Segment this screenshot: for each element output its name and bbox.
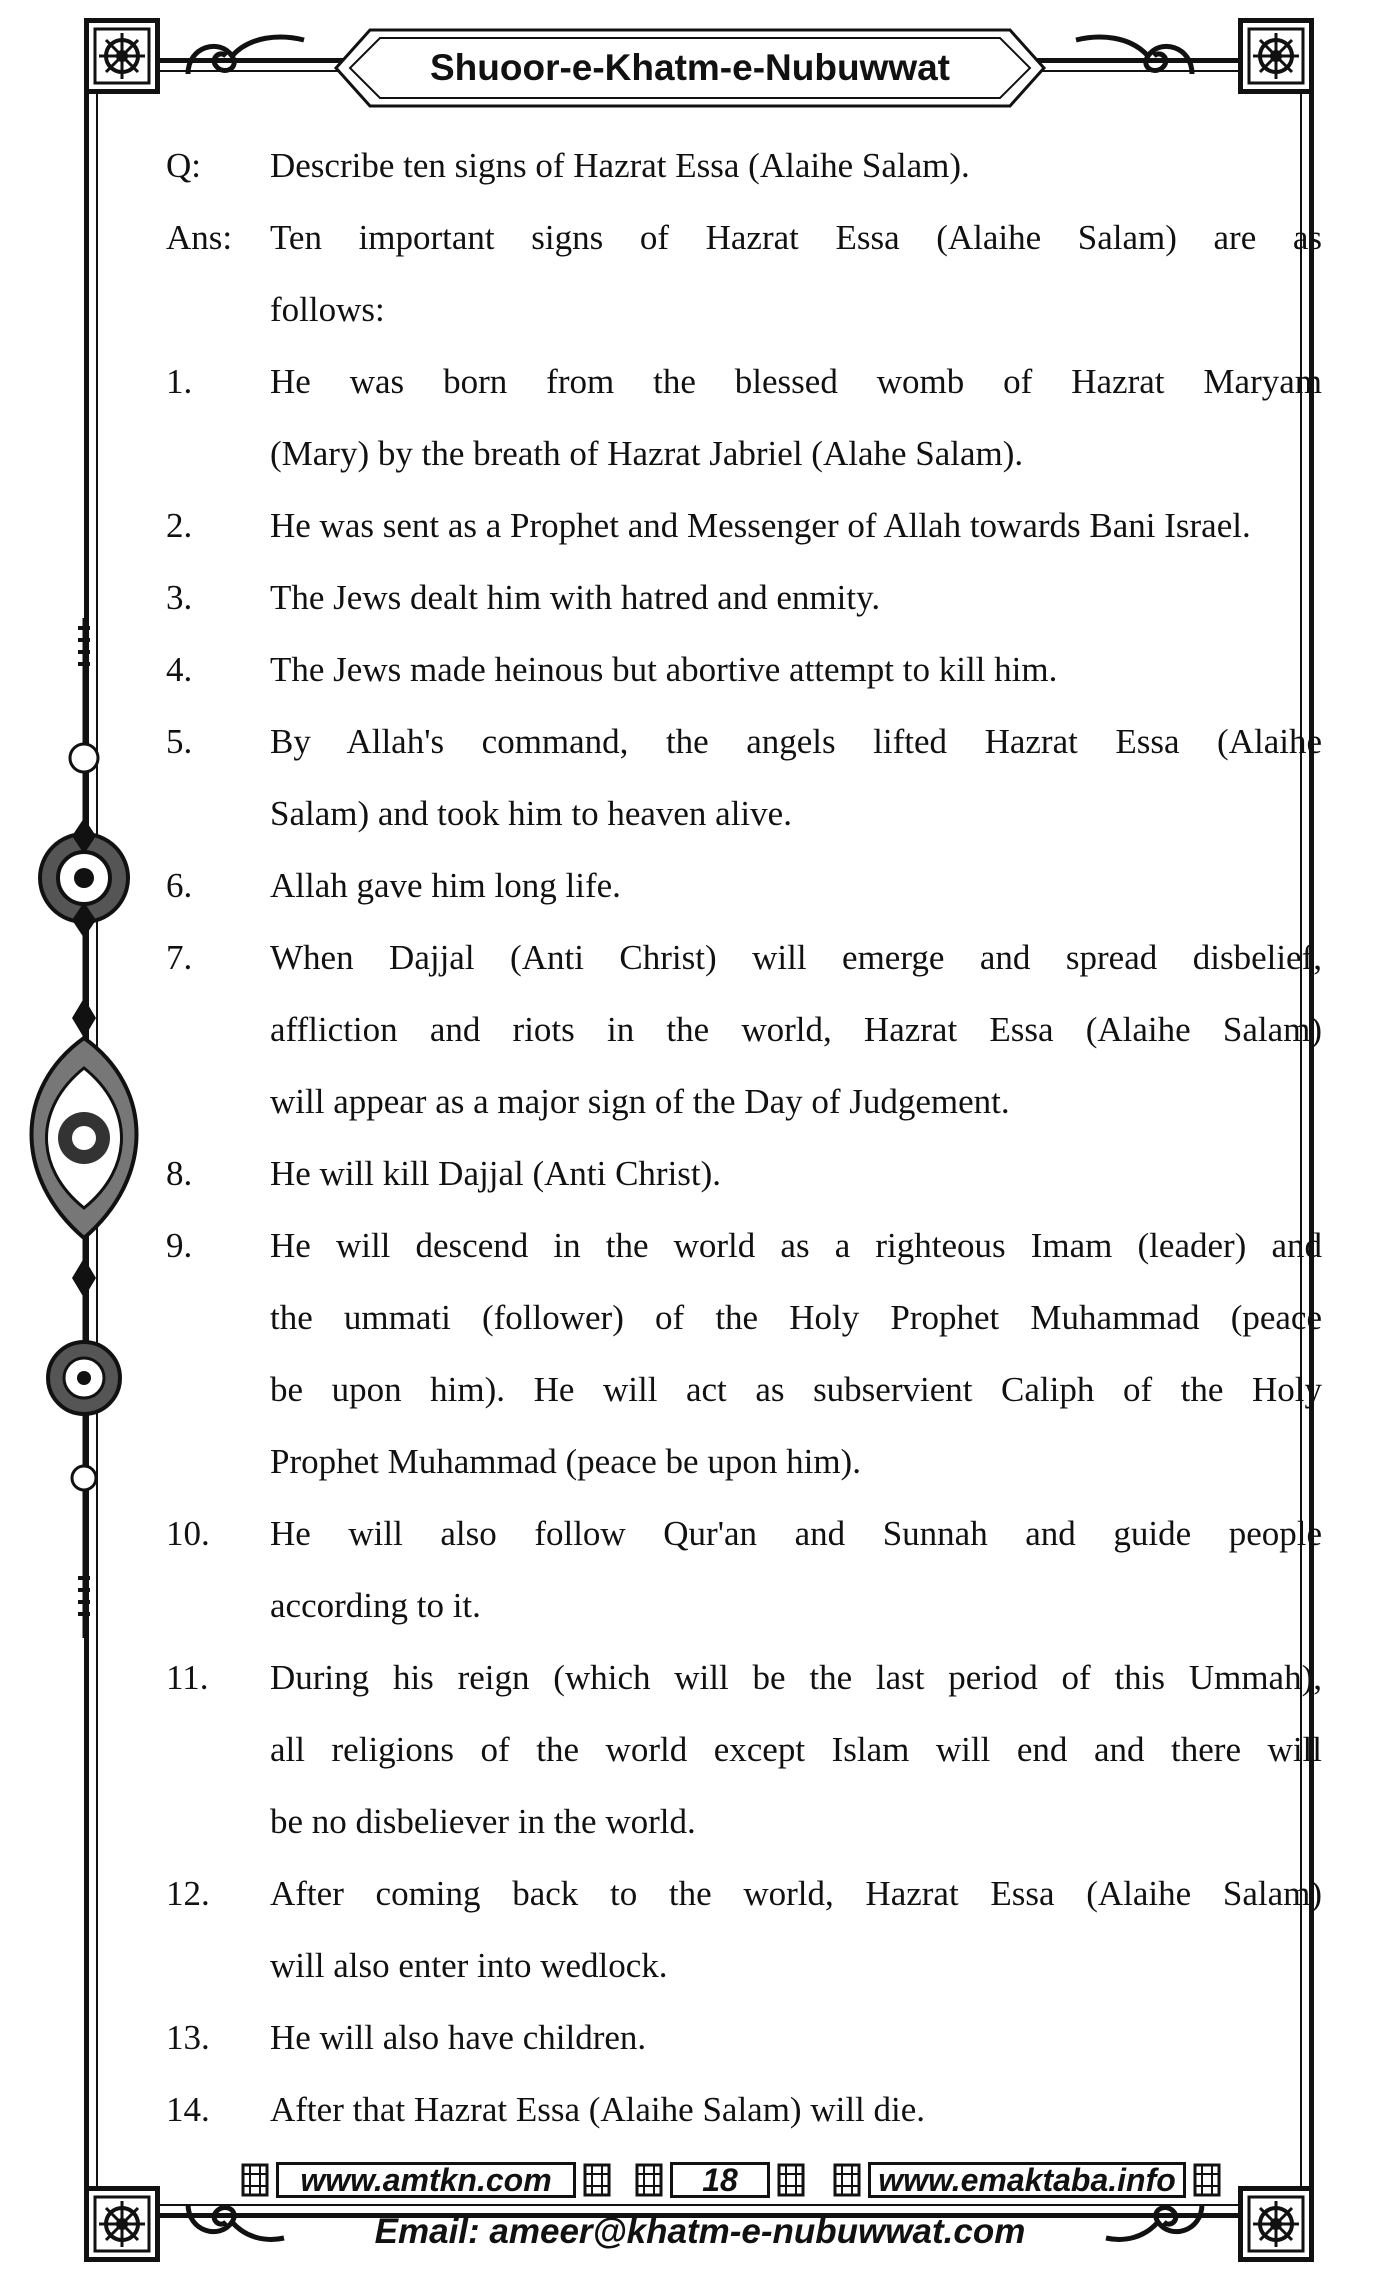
list-item-number: 9.: [166, 1226, 193, 1265]
list-item-line: affliction and riots in the world, Hazrat Essa (Alaihe Salam): [270, 1010, 1322, 1049]
list-item-number: 13.: [166, 2018, 210, 2057]
list-item-line: After coming back to the world, Hazrat Essa (Alaihe Salam): [270, 1874, 1322, 1913]
list-item: [166, 1498, 1326, 1642]
list-item: [166, 562, 1326, 634]
list-item-text: [270, 850, 1322, 922]
knot-ornament-icon: [776, 2162, 806, 2198]
list-item-line: By Allah's command, the angels lifted Hazrat Essa (Alaihe: [270, 722, 1322, 761]
list-item-text: [270, 2074, 1322, 2146]
website-link-amtkn[interactable]: www.amtkn.com: [276, 2162, 576, 2198]
answer-intro-line: follows:: [270, 290, 385, 329]
list-item: [166, 490, 1326, 562]
list-item: [166, 706, 1326, 850]
list-item-line: the ummati (follower) of the Holy Prophet Muhammad (peace: [270, 1298, 1322, 1337]
list-item-text: [270, 1138, 1322, 1210]
list-item-line: Salam) and took him to heaven alive.: [270, 794, 792, 833]
list-item-line: be upon him). He will act as subservient Caliph of the Holy: [270, 1370, 1322, 1409]
page-number: 18: [670, 2162, 770, 2198]
list-item-line: all religions of the world except Islam will end and there will: [270, 1730, 1322, 1769]
corner-ornament-icon: [1238, 2186, 1314, 2262]
list-item-line: be no disbeliever in the world.: [270, 1802, 696, 1841]
knot-ornament-icon: [240, 2162, 270, 2198]
question-row: [166, 130, 1326, 202]
list-item-text: [270, 1642, 1322, 1858]
document-body: [166, 130, 1326, 2146]
list-item-number: 1.: [166, 362, 193, 401]
knot-ornament-icon: [832, 2162, 862, 2198]
knot-ornament-icon: [634, 2162, 664, 2198]
list-item: [166, 1858, 1326, 2002]
list-item-line: will appear as a major sign of the Day of Judgement.: [270, 1082, 1010, 1121]
answer-row: [166, 202, 1326, 346]
list-item-line: He was born from the blessed womb of Hazrat Maryam: [270, 362, 1322, 401]
website-link-emaktaba[interactable]: www.emaktaba.info: [868, 2162, 1186, 2198]
title-banner: [330, 24, 1050, 112]
list-item-text: [270, 490, 1322, 562]
question-label: Q:: [166, 146, 201, 185]
list-item: [166, 922, 1326, 1138]
list-item-line: Prophet Muhammad (peace be upon him).: [270, 1442, 861, 1481]
scroll-ornament-icon: [1100, 2192, 1210, 2252]
list-item-line: The Jews made heinous but abortive attempt to kill him.: [270, 650, 1058, 689]
signs-list: [166, 346, 1326, 2146]
list-item-number: 3.: [166, 578, 193, 617]
list-item-line: After that Hazrat Essa (Alaihe Salam) will die.: [270, 2090, 926, 2129]
list-item-line: (Mary) by the breath of Hazrat Jabriel (Alahe Salam).: [270, 434, 1024, 473]
list-item-text: [270, 1858, 1322, 2002]
list-item: [166, 2002, 1326, 2074]
list-item-line: He will descend in the world as a righteous Imam (leader) and: [270, 1226, 1322, 1265]
list-item-line: He was sent as a Prophet and Messenger of Allah towards Bani Israel.: [270, 506, 1251, 545]
list-item-number: 7.: [166, 938, 193, 977]
list-item-text: [270, 2002, 1322, 2074]
answer-label: Ans:: [166, 218, 233, 257]
list-item-line: will also enter into wedlock.: [270, 1946, 668, 1985]
list-item-number: 10.: [166, 1514, 210, 1553]
list-item-line: During his reign (which will be the last period of this Ummah),: [270, 1658, 1322, 1697]
list-item-text: [270, 706, 1322, 850]
knot-ornament-icon: [1192, 2162, 1222, 2198]
contact-email[interactable]: Email: ameer@khatm-e-nubuwwat.com: [374, 2212, 1026, 2251]
list-item-number: 11.: [166, 1658, 209, 1697]
list-item-line: The Jews dealt him with hatred and enmity.: [270, 578, 881, 617]
list-item: [166, 346, 1326, 490]
list-item: [166, 1642, 1326, 1858]
question-text: Describe ten signs of Hazrat Essa (Alaihe Salam).: [270, 146, 970, 185]
list-item-text: [270, 634, 1322, 706]
list-item-line: He will kill Dajjal (Anti Christ).: [270, 1154, 722, 1193]
page-header-title: Shuoor-e-Khatm-e-Nubuwwat: [429, 47, 951, 88]
list-item-number: 8.: [166, 1154, 193, 1193]
knot-ornament-icon: [582, 2162, 612, 2198]
scroll-ornament-icon: [180, 2192, 290, 2252]
corner-ornament-icon: [84, 18, 160, 94]
list-item-number: 12.: [166, 1874, 210, 1913]
scroll-ornament-icon: [180, 26, 310, 86]
list-item: [166, 1210, 1326, 1498]
list-item: [166, 634, 1326, 706]
list-item-text: [270, 346, 1322, 490]
list-item-line: He will also have children.: [270, 2018, 647, 2057]
list-item-line: He will also follow Qur'an and Sunnah and guide people: [270, 1514, 1322, 1553]
list-item-number: 2.: [166, 506, 193, 545]
side-ornament-icon: [14, 618, 154, 1638]
list-item-line: Allah gave him long life.: [270, 866, 621, 905]
list-item-text: [270, 562, 1322, 634]
list-item: [166, 1138, 1326, 1210]
list-item-text: [270, 922, 1322, 1138]
list-item-number: 6.: [166, 866, 193, 905]
answer-intro-line: Ten important signs of Hazrat Essa (Alaihe Salam) are as: [270, 218, 1322, 257]
list-item-line: according to it.: [270, 1586, 481, 1625]
corner-ornament-icon: [1238, 18, 1314, 94]
list-item-number: 4.: [166, 650, 193, 689]
scroll-ornament-icon: [1070, 26, 1200, 86]
list-item-number: 14.: [166, 2090, 210, 2129]
list-item: [166, 2074, 1326, 2146]
list-item-number: 5.: [166, 722, 193, 761]
corner-ornament-icon: [84, 2186, 160, 2262]
list-item-text: [270, 1498, 1322, 1642]
list-item-text: [270, 1210, 1322, 1498]
answer-intro: [270, 202, 1322, 346]
list-item: [166, 850, 1326, 922]
list-item-line: When Dajjal (Anti Christ) will emerge and spread disbelief,: [270, 938, 1322, 977]
